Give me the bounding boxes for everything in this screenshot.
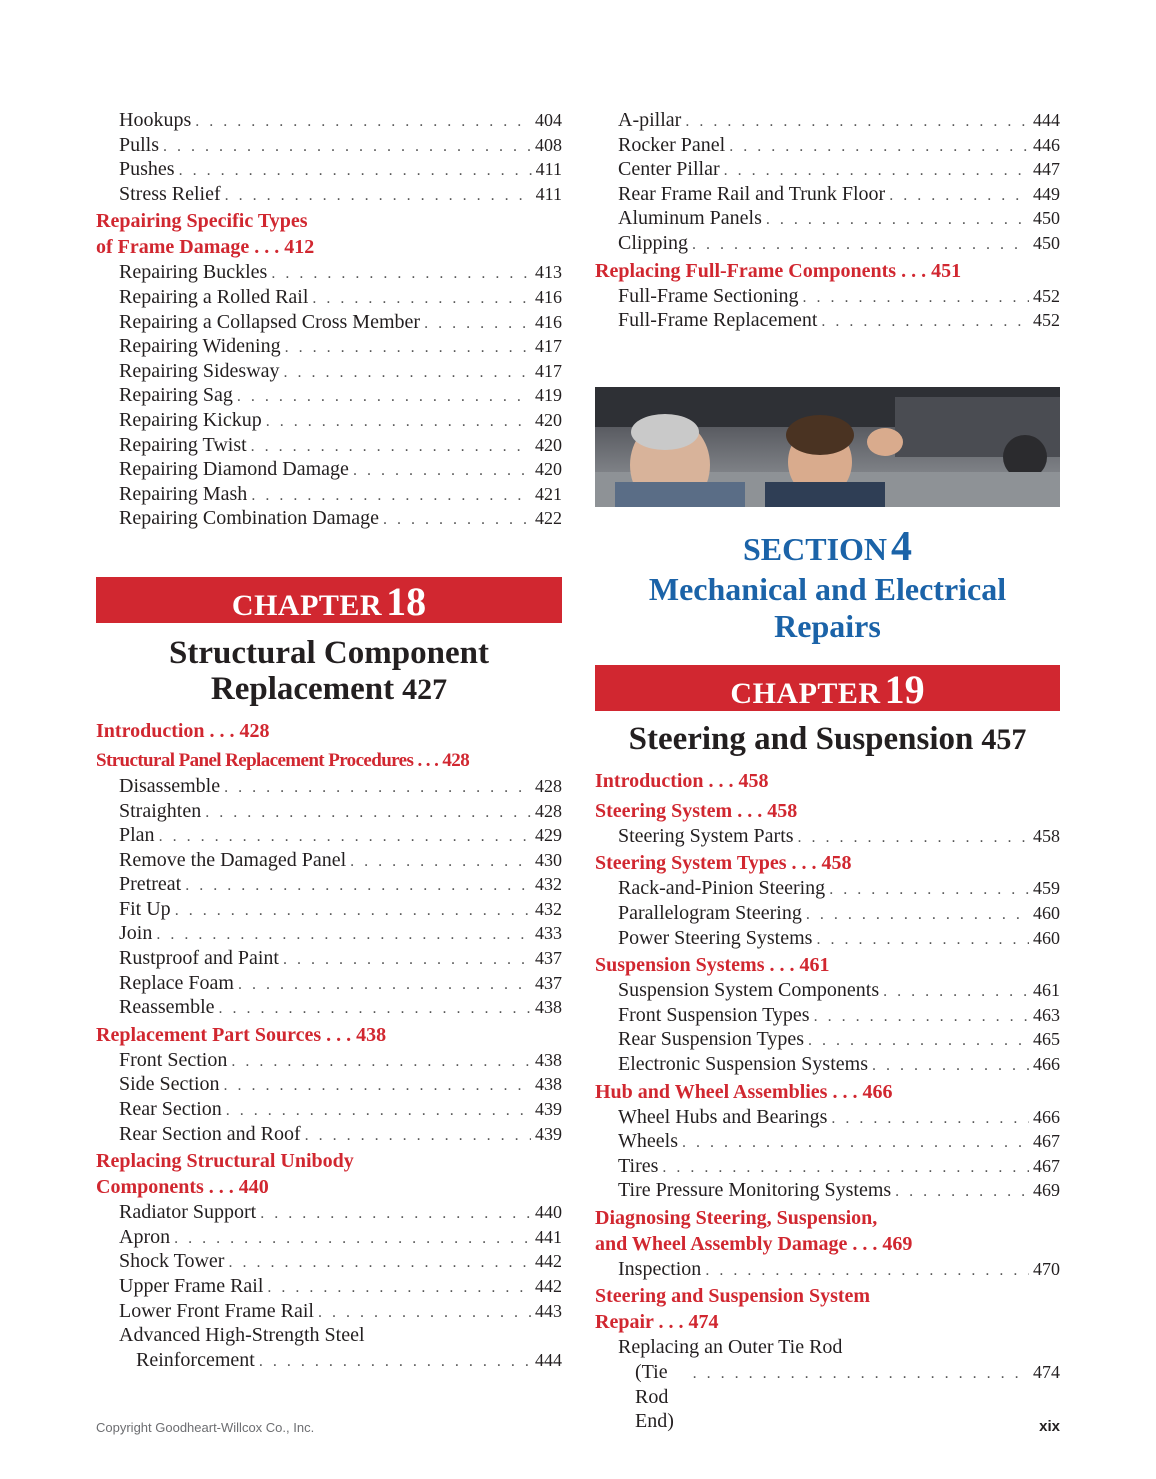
entry-title: Pretreat (119, 873, 182, 896)
heading-hub-wheel: Hub and Wheel Assemblies . . . 466 (595, 1080, 893, 1103)
entry-list (96, 108, 562, 206)
entry-page: 422 (535, 508, 562, 529)
entry-title: Parallelogram Steering (618, 901, 802, 924)
toc-entry (595, 206, 1060, 231)
dot-leader (238, 973, 531, 998)
entry-page: 452 (1033, 285, 1060, 306)
entry-page: 432 (535, 898, 562, 919)
entry-title: Repairing Buckles (119, 261, 268, 284)
toc-entry (595, 1257, 1060, 1282)
entry-title: Hookups (119, 109, 192, 131)
entry-title: Center Pillar (618, 158, 720, 181)
dot-leader (260, 1202, 531, 1227)
heading-introduction: Introduction . . . 428 (96, 719, 270, 742)
toc-entry (96, 1299, 562, 1324)
dot-leader (312, 287, 531, 312)
entry-page: 442 (535, 1251, 562, 1272)
section-heading-frame-damage: Repairing Specific Types of Frame Damage . . . 412 (96, 210, 315, 259)
toc-entry (96, 921, 562, 946)
entry-title: Repairing Combination Damage (119, 507, 379, 530)
toc-entry (595, 978, 1060, 1003)
entry-page: 439 (535, 1123, 562, 1144)
entry-page: 467 (1033, 1131, 1060, 1152)
toc-entry: Replacing an Outer Tie Rod (Tie Rod End) . . . 474 (595, 1335, 1060, 1433)
toc-right-column (595, 108, 1060, 1434)
entry-page: 432 (535, 874, 562, 895)
entry-page: 442 (535, 1276, 562, 1296)
chapter-19-title: Steering and Suspension 457 (628, 720, 1027, 757)
entry-title: Tires (618, 1154, 659, 1177)
dot-leader (831, 1107, 1029, 1132)
dot-leader (808, 1029, 1029, 1054)
dot-leader (283, 948, 531, 973)
entry-title: Rear Suspension Types (618, 1028, 804, 1051)
entry-title: Disassemble (119, 774, 221, 797)
toc-entry (595, 926, 1060, 951)
entry-title: Aluminum Panels (618, 207, 762, 230)
dot-leader (829, 878, 1029, 903)
entry-page: 460 (1033, 927, 1060, 948)
dot-leader (353, 459, 531, 484)
dot-leader (872, 1054, 1029, 1079)
toc-entry (595, 876, 1060, 901)
dot-leader (159, 825, 531, 850)
dot-leader (798, 826, 1029, 851)
entry-list (595, 1257, 1060, 1282)
toc-entry (595, 901, 1060, 926)
dot-leader (685, 110, 1029, 135)
entry-page: 408 (535, 134, 562, 155)
dot-leader (225, 184, 532, 209)
page-number: xix (1039, 1418, 1060, 1435)
dot-leader (226, 1099, 531, 1124)
entry-title: Tire Pressure Monitoring Systems (618, 1179, 892, 1202)
entry-title: Full-Frame Replacement (618, 309, 818, 332)
heading-unibody: Replacing Structural Unibody Components . . . 440 (96, 1150, 354, 1199)
toc-entry (96, 408, 562, 433)
entry-title: Steering System Parts (618, 824, 794, 847)
entry-title: Stress Relief (119, 182, 221, 205)
dot-leader (266, 410, 531, 435)
chapter-19-banner: CHAPTER 19 (595, 665, 1060, 711)
heading-diagnosing: Diagnosing Steering, Suspension, and Wheel Assembly Damage . . . 469 (595, 1206, 913, 1255)
entry-page: 467 (1033, 1155, 1060, 1176)
entry-page: 420 (535, 434, 562, 455)
toc-entry (96, 383, 562, 408)
dot-leader (205, 801, 531, 826)
entry-title: Electronic Suspension Systems (618, 1052, 868, 1075)
dot-leader (803, 286, 1029, 311)
entry-title: Radiator Support (119, 1201, 257, 1224)
entry-page: 458 (1033, 825, 1060, 846)
toc-entry (96, 433, 562, 458)
entry-title: Repairing a Collapsed Cross Member (119, 310, 421, 333)
dot-leader (156, 923, 531, 948)
toc-entry (96, 971, 562, 996)
heading-full-frame: Replacing Full-Frame Components . . . 451 (595, 259, 962, 282)
entry-page: 447 (1033, 159, 1060, 180)
toc-entry (96, 799, 562, 824)
dot-leader (175, 899, 531, 924)
entry-page: 428 (535, 775, 562, 796)
toc-entry (96, 285, 562, 310)
entry-title: Repairing Diamond Damage (119, 458, 349, 481)
dot-leader (305, 1124, 531, 1149)
dot-leader (163, 135, 531, 160)
toc-entry (595, 157, 1060, 182)
entry-title: Straighten (119, 799, 202, 822)
entry-list (595, 284, 1060, 333)
heading-steering-system: Steering System . . . 458 (595, 799, 798, 822)
dot-leader (705, 1259, 1029, 1284)
dot-leader (692, 233, 1029, 258)
entry-title: Full-Frame Sectioning (618, 284, 799, 307)
entry-page: 439 (535, 1099, 562, 1120)
toc-entry (96, 848, 562, 873)
entry-title: Replace Foam (119, 971, 234, 994)
dot-leader (195, 110, 531, 135)
toc-entry (96, 774, 562, 799)
dot-leader (267, 1276, 531, 1301)
dot-leader (816, 928, 1029, 953)
entry-list (96, 260, 562, 531)
entry-list (595, 978, 1060, 1076)
entry-page: 440 (535, 1202, 562, 1223)
toc-entry (96, 1200, 562, 1225)
entry-page: 419 (535, 385, 562, 406)
dot-leader (251, 484, 531, 509)
entry-page: 421 (535, 483, 562, 504)
toc-entry (595, 108, 1060, 133)
section-4-title: Mechanical and Electrical Repairs (648, 570, 1007, 644)
toc-entry (595, 1003, 1060, 1028)
entry-page: 441 (535, 1226, 562, 1247)
entry-title: Repairing Mash (119, 482, 248, 505)
entry-page: 470 (1033, 1258, 1060, 1279)
entry-title: Repairing Sag (119, 384, 233, 407)
dot-leader (724, 159, 1029, 184)
heading-part-sources: Replacement Part Sources . . . 438 (96, 1023, 387, 1046)
dot-leader (284, 361, 531, 386)
dot-leader (231, 1050, 531, 1075)
dot-leader (383, 508, 531, 533)
entry-page: 417 (535, 360, 562, 381)
entry-page: 463 (1033, 1004, 1060, 1025)
dot-leader (662, 1156, 1029, 1181)
entry-page: 416 (535, 286, 562, 307)
dot-leader (224, 776, 531, 801)
entry-page: 420 (535, 459, 562, 480)
entry-list (96, 774, 562, 1020)
dot-leader (224, 1074, 531, 1099)
dot-leader (424, 312, 531, 337)
entry-page: 437 (535, 948, 562, 969)
dot-leader (350, 850, 531, 875)
toc-entry (96, 1249, 562, 1274)
entry-page: 411 (535, 183, 562, 204)
copyright-notice: Copyright Goodheart-Willcox Co., Inc. (96, 1420, 315, 1435)
entry-title: Rear Section (119, 1098, 222, 1121)
entry-list (595, 108, 1060, 256)
entry-page: 460 (1033, 902, 1060, 923)
entry-title: Power Steering Systems (618, 926, 813, 949)
entry-page: 437 (535, 972, 562, 993)
entry-title: Rocker Panel (618, 133, 726, 156)
toc-entry (96, 157, 562, 182)
toc-entry (96, 1274, 562, 1299)
entry-list (595, 824, 1060, 849)
entry-page: 429 (535, 825, 562, 846)
entry-title: Pulls (119, 133, 160, 156)
dot-leader (821, 310, 1029, 335)
entry-title: Wheel Hubs and Bearings (618, 1105, 828, 1128)
entry-page: 466 (1033, 1053, 1060, 1074)
entry-title: Repairing Twist (119, 433, 247, 456)
dot-leader (766, 208, 1029, 233)
toc-entry (96, 108, 562, 133)
toc-entry (96, 482, 562, 507)
toc-entry (96, 334, 562, 359)
entry-title: Apron (119, 1225, 171, 1248)
entry-title: Join (119, 922, 153, 945)
entry-title: Inspection (618, 1257, 702, 1280)
entry-page: 465 (1033, 1029, 1060, 1050)
heading-steering-types: Steering System Types . . . 458 (595, 852, 852, 875)
dot-leader (251, 435, 531, 460)
toc-entry (96, 310, 562, 335)
chapter-18-banner: CHAPTER 18 (96, 577, 562, 623)
dot-leader (318, 1301, 531, 1326)
dot-leader (219, 997, 531, 1022)
entry-title: Repairing Sidesway (119, 359, 280, 382)
toc-entry (595, 308, 1060, 333)
dot-leader (237, 385, 531, 410)
entry-title: Side Section (119, 1073, 220, 1096)
entry-page: 466 (1033, 1106, 1060, 1127)
dot-leader (285, 336, 531, 361)
entry-title: Fit Up (119, 897, 171, 920)
entry-title: Repairing Widening (119, 335, 281, 358)
toc-entry (96, 1097, 562, 1122)
entry-title: Rear Section and Roof (119, 1122, 301, 1145)
dot-leader (179, 159, 532, 184)
toc-entry (96, 1072, 562, 1097)
section-photo (595, 387, 1060, 507)
entry-title: Pushes (119, 158, 175, 181)
toc-entry (595, 182, 1060, 207)
dot-leader (814, 1005, 1029, 1030)
entry-title: Suspension System Components (618, 979, 880, 1002)
heading-introduction: Introduction . . . 458 (595, 769, 769, 792)
toc-entry (96, 457, 562, 482)
toc-entry (96, 1225, 562, 1250)
dot-leader (729, 135, 1029, 160)
entry-page: 413 (535, 262, 562, 283)
entry-title: Clipping (618, 231, 689, 254)
dot-leader (895, 1180, 1029, 1205)
toc-entry (595, 1052, 1060, 1077)
entry-page: 433 (535, 923, 562, 944)
dot-leader (174, 1227, 531, 1252)
entry-title: Rear Frame Rail and Trunk Floor (618, 182, 886, 205)
dot-leader (889, 184, 1029, 209)
entry-title: Wheels (618, 1130, 678, 1153)
toc-entry (96, 1048, 562, 1073)
entry-page: 449 (1033, 183, 1060, 204)
chapter-18-title: Structural Component Replacement 427 (169, 634, 489, 707)
toc-entry (96, 897, 562, 922)
entry-title: Lower Front Frame Rail (119, 1299, 314, 1322)
entry-page: 452 (1033, 310, 1060, 331)
dot-leader (228, 1251, 531, 1276)
toc-entry (96, 182, 562, 207)
entry-page: 438 (535, 997, 562, 1018)
toc-entry (595, 1027, 1060, 1052)
heading-system-repair: Steering and Suspension System Repair . . . 474 (595, 1285, 871, 1334)
entry-title: Upper Frame Rail (119, 1275, 264, 1297)
entry-page: 438 (535, 1074, 562, 1095)
entry-title: A-pillar (618, 109, 682, 131)
entry-title: Reassemble (119, 996, 215, 1019)
section-4-label: SECTION 4 (742, 523, 913, 570)
entry-page: 417 (535, 336, 562, 357)
entry-title: Rack-and-Pinion Steering (618, 877, 826, 900)
entry-page: 444 (1033, 110, 1060, 130)
entry-title: Plan (119, 824, 155, 847)
toc-entry (595, 1178, 1060, 1203)
entry-title: Front Suspension Types (618, 1003, 810, 1026)
toc-entry (595, 231, 1060, 256)
entry-title: Repairing Kickup (119, 408, 262, 431)
entry-page: 450 (1033, 208, 1060, 229)
toc-entry (595, 1129, 1060, 1154)
entry-title: Rustproof and Paint (119, 947, 279, 970)
entry-title: Shock Tower (119, 1250, 225, 1273)
entry-list (595, 876, 1060, 950)
entry-page: 416 (535, 311, 562, 332)
dot-leader (806, 903, 1029, 928)
toc-left-column (96, 108, 562, 1374)
entry-page: 428 (535, 800, 562, 821)
entry-page: 438 (535, 1049, 562, 1070)
mechanics-photo-illustration (595, 387, 1060, 507)
dot-leader (682, 1131, 1029, 1156)
entry-page: 461 (1033, 980, 1060, 1001)
toc-entry (96, 133, 562, 158)
entry-list (595, 1105, 1060, 1203)
entry-title: Remove the Damaged Panel (119, 848, 347, 871)
entry-page: 450 (1033, 232, 1060, 253)
toc-entry (595, 284, 1060, 309)
entry-page: 404 (535, 110, 562, 130)
entry-list (96, 1048, 562, 1146)
dot-leader (883, 980, 1029, 1005)
toc-entry (595, 1105, 1060, 1130)
toc-entry (96, 1122, 562, 1147)
entry-page: 459 (1033, 878, 1060, 899)
entry-page: 420 (535, 409, 562, 430)
entry-page: 469 (1033, 1180, 1060, 1201)
entry-page: 446 (1033, 134, 1060, 155)
toc-entry (595, 1154, 1060, 1179)
toc-entry (96, 946, 562, 971)
heading-panel-replacement: Structural Panel Replacement Procedures . . . 428 (96, 749, 470, 771)
entry-page: 430 (535, 849, 562, 870)
toc-entry (96, 823, 562, 848)
toc-entry (96, 359, 562, 384)
entry-title: Repairing a Rolled Rail (119, 285, 309, 308)
entry-list (96, 1200, 562, 1323)
toc-entry (595, 824, 1060, 849)
entry-page: 443 (535, 1300, 562, 1321)
toc-entry (96, 506, 562, 531)
dot-leader (185, 874, 531, 899)
entry-title: Front Section (119, 1048, 228, 1071)
entry-page: 411 (535, 159, 562, 180)
dot-leader (271, 262, 531, 287)
toc-entry (96, 995, 562, 1020)
toc-entry (96, 872, 562, 897)
toc-entry (96, 260, 562, 285)
toc-entry (595, 133, 1060, 158)
heading-suspension-systems: Suspension Systems . . . 461 (595, 954, 830, 977)
toc-entry: Advanced High-Strength Steel Reinforcement . . . 444 (96, 1323, 562, 1374)
